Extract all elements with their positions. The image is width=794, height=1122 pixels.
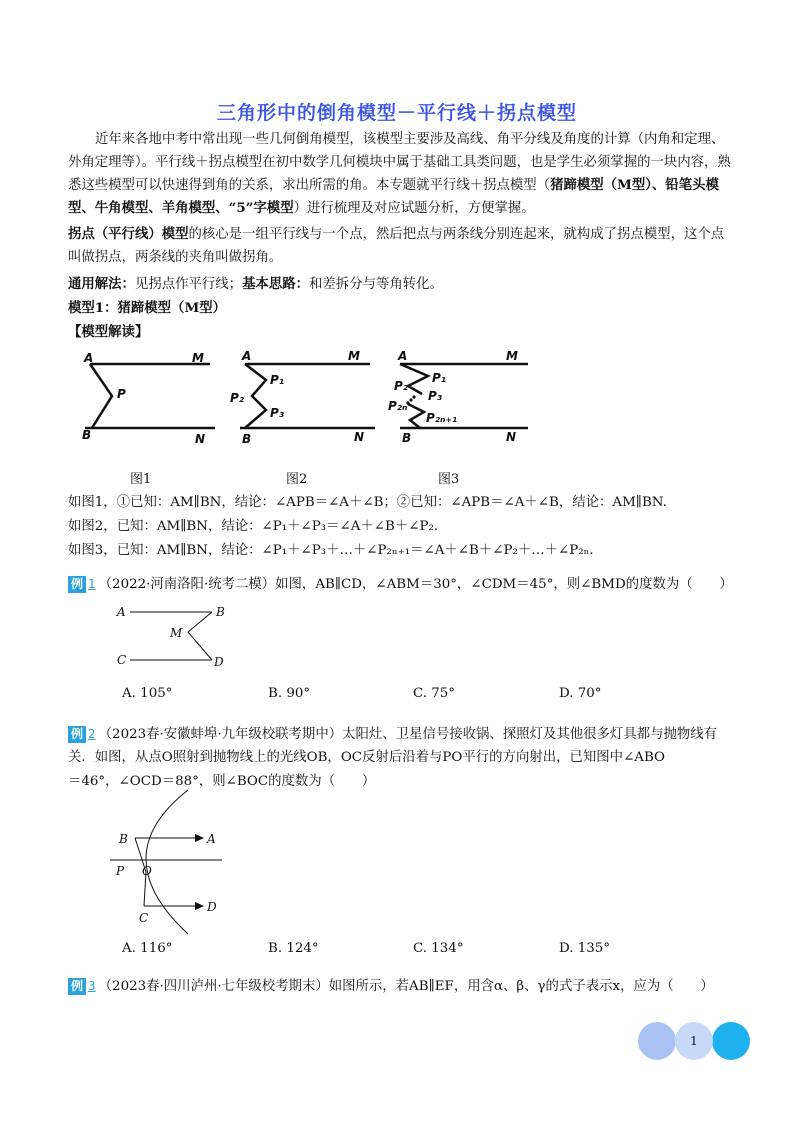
fig1-label-p: P: [117, 387, 126, 401]
fig1-label-m: M: [192, 351, 204, 365]
page-decor-circle-right: [712, 1022, 750, 1060]
example-badge: 例: [68, 576, 86, 593]
fig2-label-m: M: [348, 349, 360, 363]
page-decor-circle-left: [638, 1022, 676, 1060]
example-number: 1: [88, 577, 96, 591]
conclusion-fig1: 如图1，①已知：AM∥BN，结论：∠APB＝∠A＋∠B；②已知：∠APB＝∠A＋∠B，结论：AM∥BN.: [68, 495, 667, 510]
caption-fig2: 图2: [286, 472, 308, 487]
page-number: 1: [675, 1022, 713, 1060]
fig3-label-p2: P₂: [394, 379, 409, 393]
intro-bold-models: 猪蹄模型（M型）、铅笔头模型、牛角模型、羊角模型、“5”字模型: [68, 177, 719, 216]
fig1-label-n: N: [195, 432, 206, 446]
fig3-label-a: A: [398, 349, 408, 363]
example-1-figure: [112, 602, 242, 672]
fig2-label-p1: P₁: [270, 373, 285, 387]
core-bold: 拐点（平行线）模型: [68, 226, 189, 242]
fig2-label-a: A: [242, 349, 252, 363]
example-badge: 例: [68, 726, 86, 743]
example-1-text: （2022·河南洛阳·统考二模）如图，AB∥CD，∠ABM＝30°，∠CDM＝45°，则∠BMD的度数为（ ）: [98, 577, 733, 592]
fig3-label-n: N: [506, 430, 517, 444]
fig3-label-p2n1: P₂ₙ₊₁: [426, 411, 458, 425]
idea-label: 基本思路：: [242, 276, 310, 292]
method-line: [68, 274, 443, 295]
intro-text: 近年来各地中考中常出现一些几何倒角模型，该模型主要涉及高线、角平分线及角度的计算（内角和定理、外角定理等）。平行线＋拐点模型在初中数学几何模块中属于基础工具类问题，也是学生必须掌握的一块内容，熟悉这些模型可以快速得到角的关系，求出所需的角。本专题就平行线＋拐点模型（: [68, 132, 731, 193]
example-badge: 例: [68, 978, 86, 995]
example-3-text: （2023春·四川泸州·七年级校考期末）如图所示，若AB∥EF，用含α、β、γ的式子表示x，应为（ ）: [98, 979, 714, 994]
ex1-label-m: M: [170, 626, 183, 640]
example-1-stem: [68, 574, 733, 595]
ex2-label-c: C: [139, 911, 149, 925]
example-2-option-a: A. 116°: [122, 941, 173, 956]
fig3-label-m: M: [506, 349, 518, 363]
example-number: 3: [88, 979, 96, 993]
model1-heading: 模型1：猪蹄模型（M型）: [68, 300, 227, 316]
figure-1: [80, 346, 220, 446]
fig3-label-b: B: [402, 431, 412, 445]
fig2-label-n: N: [354, 430, 365, 444]
model-reading-heading: 【模型解读】: [68, 324, 149, 340]
ex2-label-b: B: [119, 832, 128, 846]
intro-paragraph: [68, 128, 734, 220]
example-1-option-c: C. 75°: [413, 686, 456, 701]
caption-fig3: 图3: [438, 472, 460, 487]
ex1-label-a: A: [117, 605, 126, 619]
example-2-option-b: B. 124°: [268, 941, 319, 956]
example-2-figure: [104, 788, 234, 936]
figure-3: [388, 346, 538, 446]
figure-2: [230, 346, 380, 446]
core-text: 的核心是一组平行线与一个点，然后把点与两条线分别连起来，就构成了拐点模型，这个点叫做拐点，两条线的夹角叫做拐角。: [68, 227, 725, 265]
ex1-label-b: B: [216, 605, 225, 619]
idea-text: 和差拆分与等角转化。: [309, 277, 443, 292]
example-2-stem-line3: ＝46°，∠OCD＝88°，则∠BOC的度数为（ ）: [68, 774, 376, 789]
fig3-label-p1: P₁: [432, 371, 447, 385]
fig1-label-a: A: [84, 351, 94, 365]
method-text: 见拐点作平行线；: [134, 277, 243, 292]
example-1-option-b: B. 90°: [268, 686, 311, 701]
ex2-label-d: D: [207, 900, 217, 914]
example-2-stem-line1: [68, 724, 717, 745]
method-label: 通用解法：: [68, 276, 135, 292]
ex1-label-c: C: [117, 653, 127, 667]
caption-fig1: 图1: [130, 472, 152, 487]
conclusion-fig3: 如图3，已知：AM∥BN，结论：∠P₁＋∠P₃＋…＋∠P₂ₙ₊₁＝∠A＋∠B＋∠P₂＋…＋∠P₂ₙ.: [68, 543, 594, 558]
core-paragraph: [68, 223, 734, 269]
ex1-label-d: D: [214, 655, 224, 669]
example-3-stem: [68, 976, 714, 997]
fig3-label-p3: P₃: [428, 389, 443, 403]
example-2-option-d: D. 135°: [559, 941, 611, 956]
fig2-label-b: B: [242, 432, 252, 446]
fig3-label-p2n: P₂ₙ: [388, 399, 408, 413]
example-number: 2: [88, 727, 96, 741]
ex2-label-o: O: [142, 864, 152, 878]
example-2-text-1: （2023春·安徽蚌埠·九年级校联考期中）太阳灶、卫星信号接收锅、探照灯及其他很多灯具都与抛物线有: [98, 727, 718, 742]
page-title: 三角形中的倒角模型－平行线＋拐点模型: [216, 102, 577, 124]
ex2-label-a: A: [207, 832, 216, 846]
conclusion-fig2: 如图2，已知：AM∥BN，结论：∠P₁＋∠P₃＝∠A＋∠B＋∠P₂.: [68, 519, 439, 534]
intro-text-end: ）进行梳理及对应试题分析，方便掌握。: [293, 201, 535, 216]
example-1-option-a: A. 105°: [122, 686, 173, 701]
fig2-label-p3: P₃: [270, 406, 285, 420]
example-2-option-c: C. 134°: [413, 941, 464, 956]
ex2-label-p: P: [116, 864, 125, 878]
fig2-label-p2: P₂: [230, 391, 245, 405]
example-2-stem-line2: 关．如图，从点O照射到抛物线上的光线OB，OC反射后沿着与PO平行的方向射出，已知图中∠ABO: [68, 750, 666, 765]
example-1-option-d: D. 70°: [559, 686, 602, 701]
fig1-label-b: B: [82, 428, 92, 442]
